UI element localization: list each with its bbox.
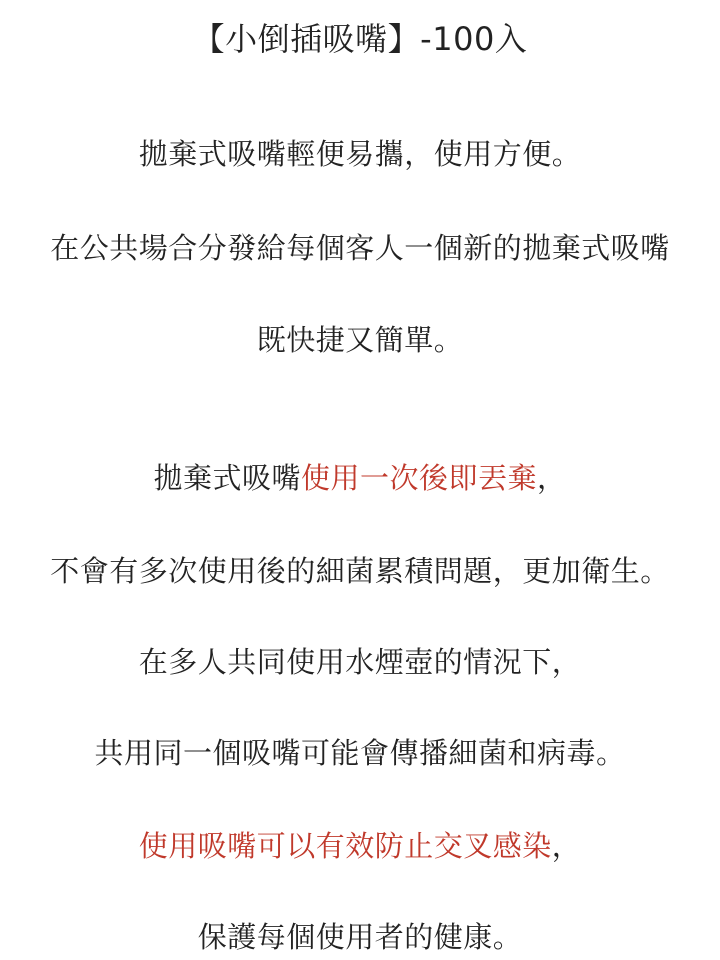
paragraph-text: 拋棄式吸嘴 [153,461,301,495]
paragraph-line: 拋棄式吸嘴輕便易攜，使用方便。 [138,137,582,171]
paragraph-line [0,458,720,498]
highlighted-text: 使用一次後即丟棄 [300,461,537,495]
paragraph-line: 在多人共同使用水煙壺的情況下， [138,645,582,679]
highlighted-text: 使用吸嘴可以有效防止交叉感染 [138,829,552,863]
paragraph-line: 保護每個使用者的健康。 [197,920,523,954]
paragraph-text: ， [537,461,567,495]
paragraph-line: 共用同一個吸嘴可能會傳播細菌和病毒。 [94,736,626,770]
page-title: 【小倒插吸嘴】-100入 [192,20,528,58]
paragraph-line: 在公共場合分發給每個客人一個新的拋棄式吸嘴 [50,231,670,265]
paragraph-line [0,826,720,866]
paragraph-line: 不會有多次使用後的細菌累積問題，更加衛生。 [50,554,670,588]
paragraph-text: ， [551,829,582,863]
paragraph-line: 既快捷又簡單。 [256,323,464,357]
